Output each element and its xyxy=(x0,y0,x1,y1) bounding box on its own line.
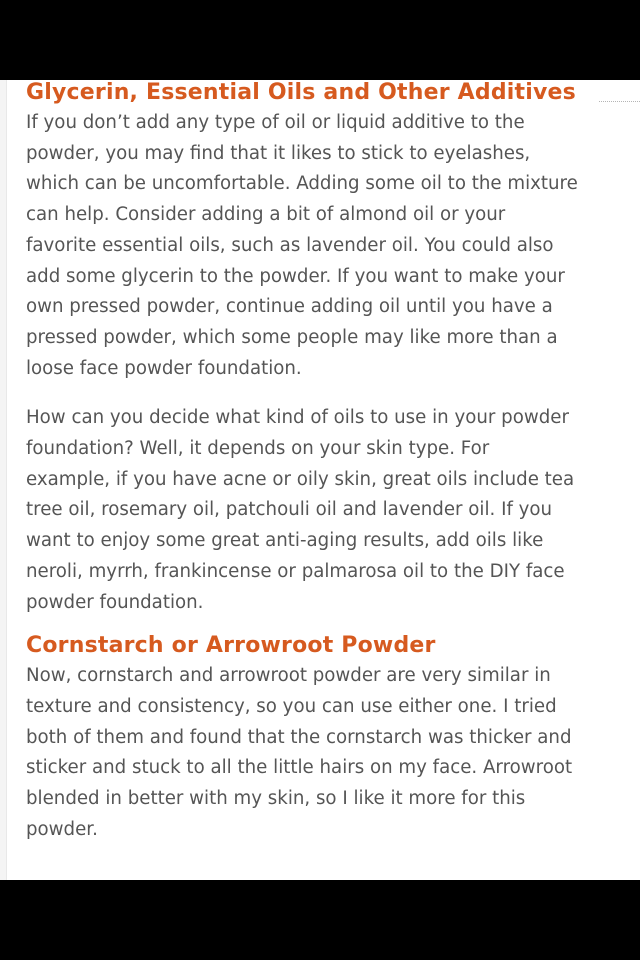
section-heading-cornstarch: Cornstarch or Arrowroot Powder xyxy=(26,633,436,659)
right-sidebar xyxy=(589,80,640,880)
paragraph-additives-1: If you don’t add any type of oil or liquid additive to the powder, you may find that it likes to stick to eyelashes, which can be uncomfortable. Adding some oil to the mixture can help. Consider adding a bit of almond oil or your favorite essential oils, such as lavender oil. You could also add some glycerin to the powder. If you want to make your own pressed powder, continue adding oil until you have a pressed powder, which some people may like more than a loose face powder foundation. xyxy=(26,112,578,379)
article-content-column[interactable] xyxy=(6,80,590,880)
paragraph-cornstarch-1: Now, cornstarch and arrowroot powder are very similar in texture and consistency, so you can use either one. I tried both of them and found that the cornstarch was thicker and sticker and stuck to all the little hairs on my face. Arrowroot blended in better with my skin, so I like it more for this powder. xyxy=(26,665,573,840)
bottom-letterbox-bar xyxy=(0,880,640,960)
paragraph-additives-2: How can you decide what kind of oils to use in your powder foundation? Well, it depends on your skin type. For example, if you have acne or oily skin, great oils include tea tree oil, rosemary oil, patchouli oil and lavender oil. If you want to enjoy some great anti-aging results, add oils like neroli, myrrh, frankincense or palmarosa oil to the DIY face powder foundation. xyxy=(26,407,575,613)
article-body xyxy=(26,80,578,845)
top-letterbox-bar xyxy=(0,0,640,80)
section-spacer xyxy=(26,618,578,630)
web-page-viewport[interactable] xyxy=(0,80,640,880)
sidebar-divider xyxy=(599,101,640,102)
section-heading-additives: Glycerin, Essential Oils and Other Additives xyxy=(26,80,576,105)
paragraph-spacer xyxy=(26,384,578,403)
